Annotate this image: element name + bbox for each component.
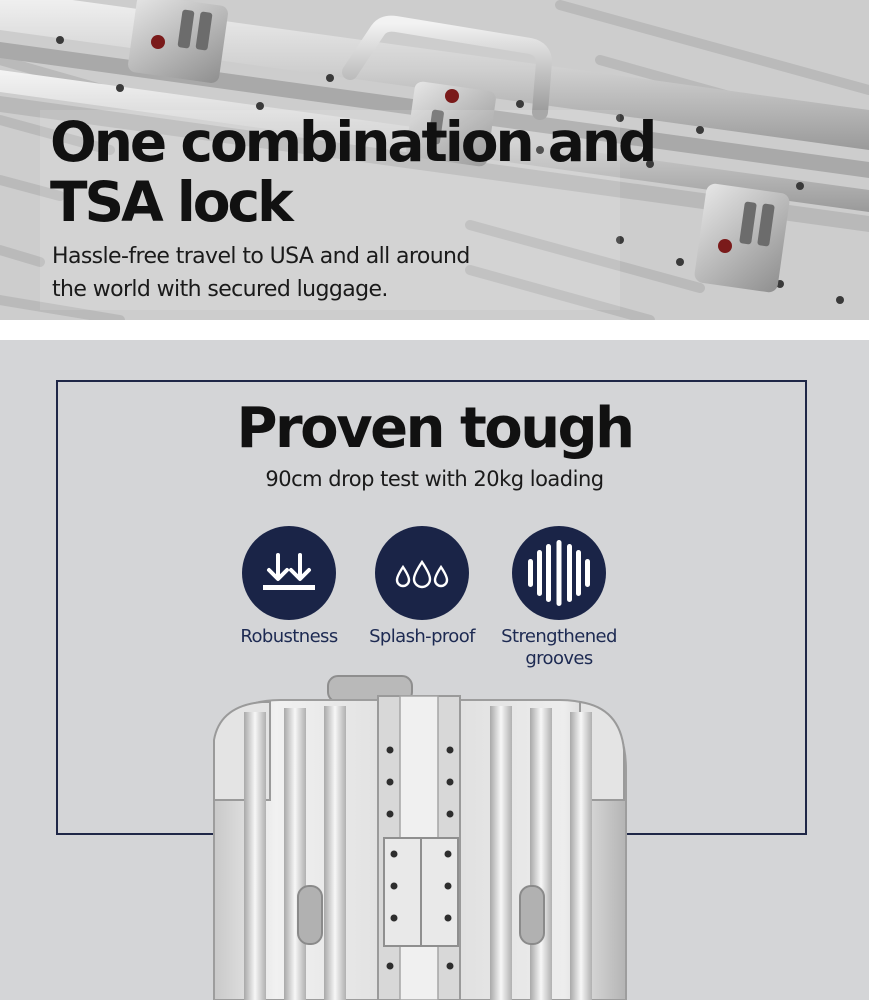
tsa-heading-line-2: TSA lock: [50, 170, 291, 234]
grooves-label-line-2: grooves: [525, 648, 593, 669]
tsa-heading-line-1: One combination and: [50, 110, 655, 174]
aluminium-suitcase-photo: [0, 340, 869, 1000]
tsa-lock-heading: [50, 112, 654, 232]
robustness-label-text: Robustness: [240, 626, 338, 647]
section-divider: [0, 320, 869, 340]
tsa-lock-banner: [0, 0, 869, 320]
splash-proof-label-text: Splash-proof: [369, 626, 475, 647]
grooves-label-line-1: Strengthened: [501, 626, 617, 647]
tsa-subtext-line-2: the world with secured luggage.: [52, 277, 388, 302]
drop-test-subtitle: 90cm drop test with 20kg loading: [265, 467, 604, 491]
tsa-lock-description: [52, 240, 512, 306]
proven-tough-title: Proven tough: [236, 396, 633, 461]
proven-tough-banner: [0, 340, 869, 1000]
tsa-subtext-line-1: Hassle-free travel to USA and all around: [52, 244, 470, 269]
